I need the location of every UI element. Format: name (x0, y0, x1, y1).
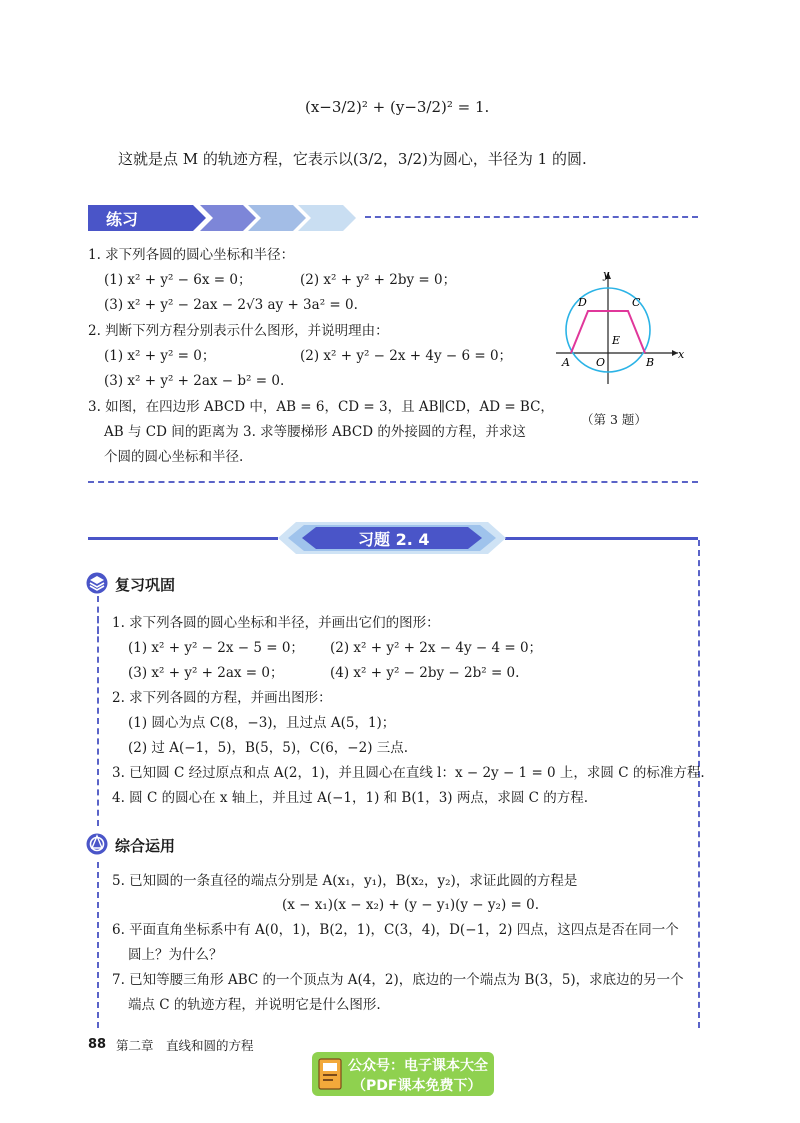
exercise-q6-line1: 6. 平面直角坐标系中有 A(0，1)，B(2，1)，C(3，4)，D(−1，2) 四点，这四点是否在同一个 (112, 922, 679, 938)
label-D: D (578, 296, 587, 309)
practice-title: 练习 (106, 210, 139, 229)
exercise-rule-right (505, 537, 698, 540)
practice-q3-line3: 个圆的圆心坐标和半径. (104, 449, 244, 465)
exercise-title: 习题 2. 4 (358, 530, 430, 549)
label-E: E (612, 334, 621, 347)
practice-q1-1: (1) x² + y² − 6x = 0； (104, 272, 252, 288)
layers-icon (86, 572, 108, 594)
label-C: C (632, 296, 641, 309)
exercise-q7-line1: 7. 已知等腰三角形 ABC 的一个顶点为 A(4，2)，底边的一个端点为 B(3，5)，求底边的另一个 (112, 972, 684, 988)
exercise-q5-line1: 5. 已知圆的一条直径的端点分别是 A(x₁，y₁)，B(x₂，y₂)，求证此圆的方程是 (112, 873, 578, 889)
exercise-q1-4: (4) x² + y² − 2by − 2b² = 0. (330, 665, 520, 681)
exercise-q2-1: (1) 圆心为点 C(8，−3)，且过点 A(5，1)； (128, 715, 396, 731)
exercise-q3: 3. 已知圆 C 经过原点和点 A(2，1)，并且圆心在直线 l：x − 2y − 1 = 0 上，求圆 C 的标准方程. (112, 765, 705, 781)
practice-q2: 2. 判断下列方程分别表示什么图形，并说明理由： (88, 323, 389, 339)
label-O: O (596, 356, 606, 369)
exercise-q4: 4. 圆 C 的圆心在 x 轴上，并且过 A(−1，1) 和 B(1，3) 两点，求圆 C 的方程. (112, 790, 589, 806)
exercise-rule-left (88, 537, 278, 540)
trapezoid-figure (550, 266, 690, 394)
exercise-q1-3: (3) x² + y² + 2ax = 0； (128, 665, 284, 681)
page-number: 88 (88, 1037, 107, 1052)
apply-title: 综合运用 (115, 837, 176, 855)
exercise-q5-equation: (x − x₁)(x − x₂) + (y − y₁)(y − y₂) = 0. (282, 897, 539, 913)
book-icon (318, 1058, 342, 1090)
practice-bottom-divider (88, 481, 698, 483)
label-A: A (562, 356, 570, 369)
watermark-line2: （PDF课本免费下） (352, 1078, 482, 1094)
figure-caption: （第 3 题） (581, 412, 647, 427)
exercise-q2: 2. 求下列各圆的方程，并画出图形： (112, 690, 332, 706)
practice-q1-3: (3) x² + y² − 2ax − 2√3 ay + 3a² = 0. (104, 297, 358, 313)
apply-guide (97, 862, 99, 1028)
practice-q1: 1. 求下列各圆的圆心坐标和半径： (88, 247, 295, 263)
exercise-q1: 1. 求下列各圆的圆心坐标和半径，并画出它们的图形： (112, 615, 440, 631)
review-guide (97, 616, 99, 826)
exercise-q1-2: (2) x² + y² + 2x − 4y − 4 = 0； (330, 640, 543, 656)
label-B: B (646, 356, 655, 369)
label-x: x (678, 348, 685, 361)
label-y: y (603, 268, 610, 281)
exercise-q1-1: (1) x² + y² − 2x − 5 = 0； (128, 640, 304, 656)
practice-q3-line1: 3. 如图，在四边形 ABCD 中，AB = 6，CD = 3，且 AB∥CD，AD = BC， (88, 399, 554, 415)
exercise-q6-line2: 圆上？为什么？ (128, 947, 223, 963)
practice-top-divider (365, 216, 698, 218)
top-sentence: 这就是点 M 的轨迹方程，它表示以(3/2，3/2)为圆心，半径为 1 的圆. (118, 150, 587, 168)
exercise-q7-line2: 端点 C 的轨迹方程，并说明它是什么图形. (128, 997, 381, 1013)
apply-icon (86, 833, 108, 855)
watermark-line1: 公众号：电子课本大全 (348, 1058, 488, 1074)
practice-q2-3: (3) x² + y² + 2ax − b² = 0. (104, 373, 285, 389)
top-equation: (x−3/2)² + (y−3/2)² = 1. (305, 98, 490, 116)
practice-q2-2: (2) x² + y² − 2x + 4y − 6 = 0； (300, 348, 513, 364)
review-title: 复习巩固 (115, 576, 176, 594)
exercise-q2-2: (2) 过 A(−1，5)，B(5，5)，C(6，−2) 三点. (128, 740, 409, 756)
practice-q1-2: (2) x² + y² + 2by = 0； (300, 272, 457, 288)
practice-q3-line2: AB 与 CD 间的距离为 3. 求等腰梯形 ABCD 的外接圆的方程，并求这 (104, 424, 526, 440)
chapter-title: 第二章 直线和圆的方程 (116, 1038, 254, 1053)
watermark-badge (312, 1052, 494, 1096)
practice-q2-1: (1) x² + y² = 0； (104, 348, 216, 364)
right-guide (698, 540, 700, 1028)
